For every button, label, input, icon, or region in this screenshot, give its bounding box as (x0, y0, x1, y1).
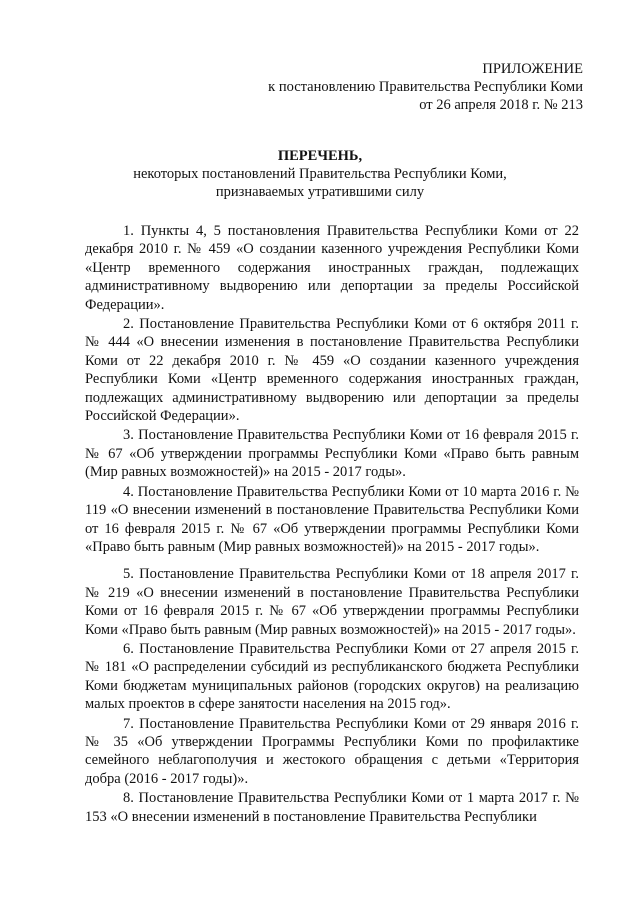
title-subtitle-1: некоторых постановлений Правительства Республики Коми, (133, 166, 507, 182)
list-item: 3. Постановление Правительства Республики Коми от 16 февраля 2015 г. № 67 «Об утверждении программы Республики Коми «Право быть равным (Мир равных возможностей)» на 2015 - 2017 годы». (85, 427, 579, 481)
document-title (0, 147, 640, 201)
list-item: 2. Постановление Правительства Республики Коми от 6 октября 2011 г. № 444 «О внесении изменения в постановление Правительства Республики Коми от 22 декабря 2010 г. № 459 «О создании казенного учреждения Республики Коми «Центр временного содержания иностранных граждан, подлежащих административному выдворению или депортации за пределы Российской Федерации». (85, 316, 579, 425)
list-item: 8. Постановление Правительства Республики Коми от 1 марта 2017 г. № 153 «О внесении изменений в постановление Правительства Республики (85, 790, 579, 825)
appendix-reference: к постановлению Правительства Республики Коми (268, 79, 583, 95)
list-item: 5. Постановление Правительства Республики Коми от 18 апреля 2017 г. № 219 «О внесении изменений в постановление Правительства Республики Коми от 16 февраля 2015 г. № 67 «Об утверждении программы Республики Коми «Право быть равным (Мир равных возможностей)» на 2015 - 2017 годы». (85, 566, 579, 638)
title-heading: ПЕРЕЧЕНЬ, (277, 148, 363, 164)
list-item: 1. Пункты 4, 5 постановления Правительства Республики Коми от 22 декабря 2010 г. № 459 «О создании казенного учреждения Республики Коми «Центр временного содержания иностранных граждан, подлежащих административному выдворению или депортации за пределы Российской Федерации». (85, 223, 579, 313)
list-item: 6. Постановление Правительства Республики Коми от 27 апреля 2015 г. № 181 «О распределении субсидий из республиканского бюджета Республики Коми бюджетам муниципальных районов (городских округов) на реализацию малых проектов в сфере занятости населения на 2015 год». (85, 640, 579, 713)
decree-list (85, 222, 579, 827)
list-item: 7. Постановление Правительства Республики Коми от 29 января 2016 г. № 35 «Об утверждении Программы Республики Коми по профилактике семейного неблагополучия и жестокого обращения с детьми «Территория добра (2016 - 2017 годы)». (85, 715, 579, 787)
appendix-label: ПРИЛОЖЕНИЕ (482, 61, 583, 77)
appendix-date: от 26 апреля 2018 г. № 213 (419, 97, 583, 113)
appendix-header (268, 60, 583, 114)
list-item: 4. Постановление Правительства Республики Коми от 10 марта 2016 г. № 119 «О внесении изменений в постановление Правительства Республики Коми от 16 февраля 2015 г. № 67 «Об утверждении программы Республики Коми «Право быть равным (Мир равных возможностей)» на 2015 - 2017 годы». (85, 483, 579, 555)
title-subtitle-2: признаваемых утратившими силу (215, 184, 425, 200)
